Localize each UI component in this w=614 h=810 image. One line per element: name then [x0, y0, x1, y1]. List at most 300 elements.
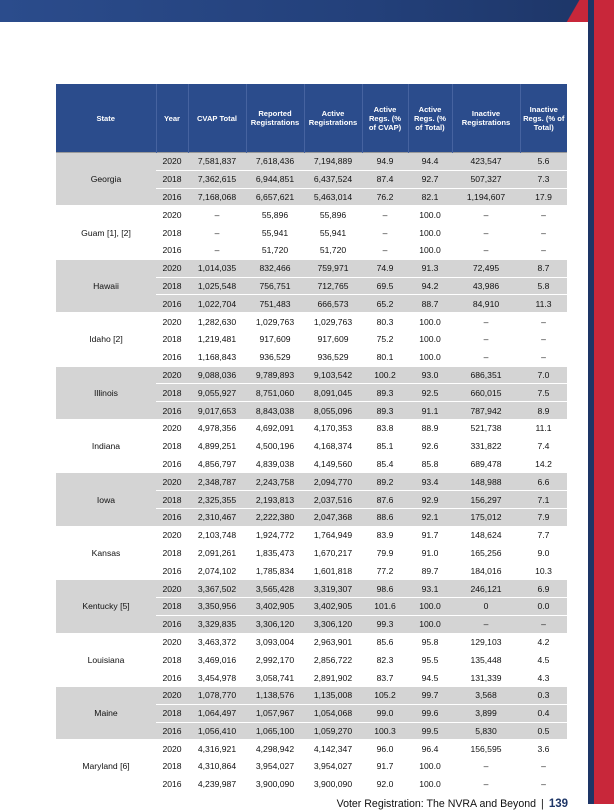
value-cell: 5,830: [452, 722, 520, 740]
value-cell: 165,256: [452, 544, 520, 562]
value-cell: 3,899: [452, 704, 520, 722]
value-cell: 8,751,060: [246, 384, 304, 402]
state-cell: Idaho [2]: [56, 313, 156, 366]
value-cell: 787,942: [452, 402, 520, 420]
value-cell: 507,327: [452, 170, 520, 188]
value-cell: 92.6: [408, 437, 452, 455]
value-cell: 1,924,772: [246, 526, 304, 544]
value-cell: 55,941: [246, 224, 304, 242]
value-cell: 1,014,035: [188, 259, 246, 277]
value-cell: 11.3: [520, 295, 567, 313]
value-cell: 93.4: [408, 473, 452, 491]
value-cell: –: [452, 206, 520, 224]
value-cell: 99.5: [408, 722, 452, 740]
value-cell: 3,319,307: [304, 580, 362, 598]
year-cell: 2018: [156, 384, 188, 402]
value-cell: 91.7: [408, 526, 452, 544]
table-row: [56, 419, 567, 437]
value-cell: 100.0: [408, 615, 452, 633]
value-cell: –: [188, 206, 246, 224]
header-active-pct-total: Active Regs. (% of Total): [408, 84, 452, 153]
value-cell: 689,478: [452, 455, 520, 473]
value-cell: 2,103,748: [188, 526, 246, 544]
state-group: [56, 366, 567, 419]
table-row: [56, 259, 567, 277]
value-cell: 1,194,607: [452, 188, 520, 206]
value-cell: 1,059,270: [304, 722, 362, 740]
value-cell: 7.3: [520, 170, 567, 188]
year-cell: 2016: [156, 188, 188, 206]
value-cell: 5.6: [520, 153, 567, 171]
value-cell: –: [362, 241, 408, 259]
right-red-stripe: [594, 0, 614, 804]
year-cell: 2020: [156, 580, 188, 598]
table-row: [56, 206, 567, 224]
value-cell: –: [188, 241, 246, 259]
year-cell: 2020: [156, 686, 188, 704]
value-cell: 156,595: [452, 740, 520, 758]
value-cell: 100.0: [408, 313, 452, 331]
value-cell: 85.8: [408, 455, 452, 473]
value-cell: 3,402,905: [246, 597, 304, 615]
value-cell: 2,325,355: [188, 491, 246, 509]
value-cell: 9.0: [520, 544, 567, 562]
value-cell: 83.8: [362, 419, 408, 437]
value-cell: –: [520, 330, 567, 348]
value-cell: 148,988: [452, 473, 520, 491]
value-cell: 88.6: [362, 508, 408, 526]
value-cell: 100.3: [362, 722, 408, 740]
value-cell: 1,057,967: [246, 704, 304, 722]
value-cell: 666,573: [304, 295, 362, 313]
year-cell: 2020: [156, 259, 188, 277]
value-cell: 751,483: [246, 295, 304, 313]
year-cell: 2016: [156, 295, 188, 313]
value-cell: 0.0: [520, 597, 567, 615]
value-cell: 7,168,068: [188, 188, 246, 206]
value-cell: –: [520, 313, 567, 331]
value-cell: 65.2: [362, 295, 408, 313]
value-cell: 2,193,813: [246, 491, 304, 509]
value-cell: 6,437,524: [304, 170, 362, 188]
value-cell: 756,751: [246, 277, 304, 295]
value-cell: 3,900,090: [246, 775, 304, 793]
top-decorative-band: [0, 0, 614, 22]
value-cell: 6.6: [520, 473, 567, 491]
year-cell: 2020: [156, 473, 188, 491]
header-year: Year: [156, 84, 188, 153]
year-cell: 2020: [156, 313, 188, 331]
value-cell: 0.3: [520, 686, 567, 704]
header-inactive-registrations: Inactive Registrations: [452, 84, 520, 153]
value-cell: 3,954,027: [246, 758, 304, 776]
state-group: [56, 419, 567, 472]
value-cell: 4,839,038: [246, 455, 304, 473]
state-group: [56, 526, 567, 579]
year-cell: 2018: [156, 330, 188, 348]
value-cell: 92.7: [408, 170, 452, 188]
state-group: [56, 633, 567, 686]
state-group: [56, 206, 567, 259]
table-row: [56, 153, 567, 171]
value-cell: 4,149,560: [304, 455, 362, 473]
value-cell: 84,910: [452, 295, 520, 313]
value-cell: 3,093,004: [246, 633, 304, 651]
value-cell: –: [452, 775, 520, 793]
value-cell: 9,103,542: [304, 366, 362, 384]
value-cell: 2,074,102: [188, 562, 246, 580]
value-cell: 80.3: [362, 313, 408, 331]
value-cell: 92.1: [408, 508, 452, 526]
table-row: [56, 366, 567, 384]
value-cell: 9,055,927: [188, 384, 246, 402]
year-cell: 2016: [156, 455, 188, 473]
value-cell: 2,243,758: [246, 473, 304, 491]
value-cell: 1,601,818: [304, 562, 362, 580]
state-cell: Guam [1], [2]: [56, 206, 156, 259]
state-cell: Indiana: [56, 419, 156, 472]
state-cell: Hawaii: [56, 259, 156, 312]
value-cell: 3,463,372: [188, 633, 246, 651]
year-cell: 2020: [156, 153, 188, 171]
page: [0, 22, 588, 810]
value-cell: 94.2: [408, 277, 452, 295]
value-cell: 91.7: [362, 758, 408, 776]
value-cell: 3,367,502: [188, 580, 246, 598]
value-cell: 175,012: [452, 508, 520, 526]
page-footer: [300, 798, 568, 810]
value-cell: 74.9: [362, 259, 408, 277]
value-cell: 95.8: [408, 633, 452, 651]
state-cell: Illinois: [56, 366, 156, 419]
value-cell: 129,103: [452, 633, 520, 651]
value-cell: 3,565,428: [246, 580, 304, 598]
value-cell: 1,168,843: [188, 348, 246, 366]
value-cell: 94.4: [408, 153, 452, 171]
header-state: State: [56, 84, 156, 153]
value-cell: 55,896: [246, 206, 304, 224]
year-cell: 2016: [156, 241, 188, 259]
value-cell: 88.7: [408, 295, 452, 313]
value-cell: 4,500,196: [246, 437, 304, 455]
value-cell: 91.0: [408, 544, 452, 562]
state-cell: Louisiana: [56, 633, 156, 686]
value-cell: 1,022,704: [188, 295, 246, 313]
state-group: [56, 259, 567, 312]
table-row: [56, 740, 567, 758]
value-cell: 83.9: [362, 526, 408, 544]
year-cell: 2018: [156, 277, 188, 295]
value-cell: 100.0: [408, 597, 452, 615]
value-cell: –: [520, 615, 567, 633]
value-cell: 7,618,436: [246, 153, 304, 171]
value-cell: 75.2: [362, 330, 408, 348]
value-cell: 712,765: [304, 277, 362, 295]
value-cell: 100.0: [408, 241, 452, 259]
value-cell: –: [188, 224, 246, 242]
state-group: [56, 580, 567, 633]
value-cell: 3,329,835: [188, 615, 246, 633]
year-cell: 2020: [156, 633, 188, 651]
year-cell: 2020: [156, 526, 188, 544]
value-cell: 7,581,837: [188, 153, 246, 171]
value-cell: 100.0: [408, 330, 452, 348]
value-cell: 1,054,068: [304, 704, 362, 722]
table-row: [56, 526, 567, 544]
year-cell: 2018: [156, 437, 188, 455]
value-cell: 521,738: [452, 419, 520, 437]
value-cell: 4,142,347: [304, 740, 362, 758]
value-cell: 43,986: [452, 277, 520, 295]
value-cell: 92.9: [408, 491, 452, 509]
value-cell: 82.1: [408, 188, 452, 206]
value-cell: 55,896: [304, 206, 362, 224]
value-cell: 3,058,741: [246, 669, 304, 687]
year-cell: 2018: [156, 544, 188, 562]
value-cell: 2,222,380: [246, 508, 304, 526]
value-cell: 79.9: [362, 544, 408, 562]
value-cell: 1,056,410: [188, 722, 246, 740]
header-inactive-pct-total: Inactive Regs. (% of Total): [520, 84, 567, 153]
value-cell: 95.5: [408, 651, 452, 669]
value-cell: 1,219,481: [188, 330, 246, 348]
value-cell: 96.0: [362, 740, 408, 758]
value-cell: 4,978,356: [188, 419, 246, 437]
value-cell: 89.3: [362, 384, 408, 402]
value-cell: –: [452, 241, 520, 259]
year-cell: 2016: [156, 508, 188, 526]
value-cell: 55,941: [304, 224, 362, 242]
value-cell: 85.1: [362, 437, 408, 455]
value-cell: 2,047,368: [304, 508, 362, 526]
value-cell: –: [452, 348, 520, 366]
value-cell: 3,900,090: [304, 775, 362, 793]
value-cell: 85.4: [362, 455, 408, 473]
value-cell: –: [520, 775, 567, 793]
value-cell: 85.6: [362, 633, 408, 651]
year-cell: 2016: [156, 775, 188, 793]
year-cell: 2016: [156, 402, 188, 420]
value-cell: 100.0: [408, 775, 452, 793]
value-cell: 80.1: [362, 348, 408, 366]
value-cell: 3,306,120: [246, 615, 304, 633]
value-cell: 8.7: [520, 259, 567, 277]
value-cell: 2,891,902: [304, 669, 362, 687]
value-cell: –: [452, 758, 520, 776]
value-cell: 148,624: [452, 526, 520, 544]
year-cell: 2016: [156, 562, 188, 580]
value-cell: 1,065,100: [246, 722, 304, 740]
value-cell: 1,135,008: [304, 686, 362, 704]
value-cell: 100.0: [408, 348, 452, 366]
value-cell: 8,055,096: [304, 402, 362, 420]
table-row: [56, 633, 567, 651]
value-cell: 6,657,621: [246, 188, 304, 206]
year-cell: 2020: [156, 740, 188, 758]
value-cell: 3.6: [520, 740, 567, 758]
year-cell: 2020: [156, 206, 188, 224]
value-cell: 8.9: [520, 402, 567, 420]
year-cell: 2018: [156, 651, 188, 669]
year-cell: 2018: [156, 224, 188, 242]
footer-separator: |: [541, 798, 544, 810]
value-cell: 14.2: [520, 455, 567, 473]
value-cell: 7.5: [520, 384, 567, 402]
value-cell: –: [452, 313, 520, 331]
value-cell: 1,078,770: [188, 686, 246, 704]
value-cell: 331,822: [452, 437, 520, 455]
value-cell: –: [362, 206, 408, 224]
state-cell: Kentucky [5]: [56, 580, 156, 633]
value-cell: 4,692,091: [246, 419, 304, 437]
value-cell: 83.7: [362, 669, 408, 687]
value-cell: 99.7: [408, 686, 452, 704]
year-cell: 2018: [156, 170, 188, 188]
value-cell: 135,448: [452, 651, 520, 669]
footer-title: Voter Registration: The NVRA and Beyond: [336, 798, 537, 810]
state-group: [56, 686, 567, 739]
value-cell: 5.8: [520, 277, 567, 295]
value-cell: 423,547: [452, 153, 520, 171]
value-cell: 6.9: [520, 580, 567, 598]
value-cell: 246,121: [452, 580, 520, 598]
state-cell: Iowa: [56, 473, 156, 526]
value-cell: 51,720: [304, 241, 362, 259]
value-cell: 4,168,374: [304, 437, 362, 455]
value-cell: 1,025,548: [188, 277, 246, 295]
page-number: 139: [548, 798, 568, 810]
year-cell: 2018: [156, 704, 188, 722]
value-cell: 99.0: [362, 704, 408, 722]
value-cell: 7.4: [520, 437, 567, 455]
value-cell: –: [520, 348, 567, 366]
value-cell: –: [520, 241, 567, 259]
value-cell: 0.5: [520, 722, 567, 740]
value-cell: 1,835,473: [246, 544, 304, 562]
value-cell: 7,194,889: [304, 153, 362, 171]
value-cell: 4.5: [520, 651, 567, 669]
header-active-pct-cvap: Active Regs. (% of CVAP): [362, 84, 408, 153]
value-cell: 917,609: [246, 330, 304, 348]
value-cell: 92.5: [408, 384, 452, 402]
state-group: [56, 740, 567, 793]
value-cell: 87.6: [362, 491, 408, 509]
value-cell: 3,402,905: [304, 597, 362, 615]
value-cell: 8,843,038: [246, 402, 304, 420]
value-cell: 4,310,864: [188, 758, 246, 776]
value-cell: 89.7: [408, 562, 452, 580]
value-cell: 101.6: [362, 597, 408, 615]
value-cell: 88.9: [408, 419, 452, 437]
value-cell: 1,785,834: [246, 562, 304, 580]
value-cell: 100.2: [362, 366, 408, 384]
year-cell: 2018: [156, 597, 188, 615]
value-cell: 1,670,217: [304, 544, 362, 562]
value-cell: 1,029,763: [246, 313, 304, 331]
value-cell: 759,971: [304, 259, 362, 277]
value-cell: 105.2: [362, 686, 408, 704]
voter-registration-table: [56, 84, 567, 794]
value-cell: 2,963,901: [304, 633, 362, 651]
value-cell: 7.0: [520, 366, 567, 384]
value-cell: 17.9: [520, 188, 567, 206]
value-cell: 98.6: [362, 580, 408, 598]
year-cell: 2020: [156, 419, 188, 437]
state-group: [56, 473, 567, 526]
value-cell: 8,091,045: [304, 384, 362, 402]
value-cell: 93.0: [408, 366, 452, 384]
value-cell: 1,282,630: [188, 313, 246, 331]
value-cell: 7.7: [520, 526, 567, 544]
value-cell: 4,856,797: [188, 455, 246, 473]
value-cell: 4,899,251: [188, 437, 246, 455]
year-cell: 2016: [156, 615, 188, 633]
value-cell: –: [520, 224, 567, 242]
value-cell: 11.1: [520, 419, 567, 437]
value-cell: 686,351: [452, 366, 520, 384]
value-cell: 4,298,942: [246, 740, 304, 758]
value-cell: 10.3: [520, 562, 567, 580]
value-cell: 0.4: [520, 704, 567, 722]
header-reported-registrations: Reported Registrations: [246, 84, 304, 153]
value-cell: 4.2: [520, 633, 567, 651]
table-row: [56, 580, 567, 598]
value-cell: 94.9: [362, 153, 408, 171]
value-cell: 51,720: [246, 241, 304, 259]
value-cell: 7.1: [520, 491, 567, 509]
value-cell: 91.1: [408, 402, 452, 420]
value-cell: 2,091,261: [188, 544, 246, 562]
value-cell: –: [362, 224, 408, 242]
value-cell: 99.3: [362, 615, 408, 633]
state-cell: Maine: [56, 686, 156, 739]
value-cell: 3,954,027: [304, 758, 362, 776]
value-cell: 9,017,653: [188, 402, 246, 420]
value-cell: 936,529: [246, 348, 304, 366]
value-cell: 9,088,036: [188, 366, 246, 384]
value-cell: –: [520, 758, 567, 776]
value-cell: –: [452, 224, 520, 242]
value-cell: –: [452, 615, 520, 633]
value-cell: 3,350,956: [188, 597, 246, 615]
value-cell: 4,170,353: [304, 419, 362, 437]
state-group: [56, 153, 567, 206]
value-cell: 69.5: [362, 277, 408, 295]
value-cell: 2,310,467: [188, 508, 246, 526]
header-active-registrations: Active Registrations: [304, 84, 362, 153]
year-cell: 2018: [156, 491, 188, 509]
value-cell: 9,789,893: [246, 366, 304, 384]
value-cell: 832,466: [246, 259, 304, 277]
value-cell: 92.0: [362, 775, 408, 793]
value-cell: 87.4: [362, 170, 408, 188]
state-group: [56, 313, 567, 366]
value-cell: 1,064,497: [188, 704, 246, 722]
year-cell: 2016: [156, 669, 188, 687]
value-cell: 72,495: [452, 259, 520, 277]
value-cell: 82.3: [362, 651, 408, 669]
table-header-row: [56, 84, 567, 153]
value-cell: –: [520, 206, 567, 224]
value-cell: 3,454,978: [188, 669, 246, 687]
table-row: [56, 686, 567, 704]
value-cell: 7.9: [520, 508, 567, 526]
value-cell: 76.2: [362, 188, 408, 206]
value-cell: 917,609: [304, 330, 362, 348]
value-cell: 3,469,016: [188, 651, 246, 669]
value-cell: 7,362,615: [188, 170, 246, 188]
value-cell: 89.3: [362, 402, 408, 420]
